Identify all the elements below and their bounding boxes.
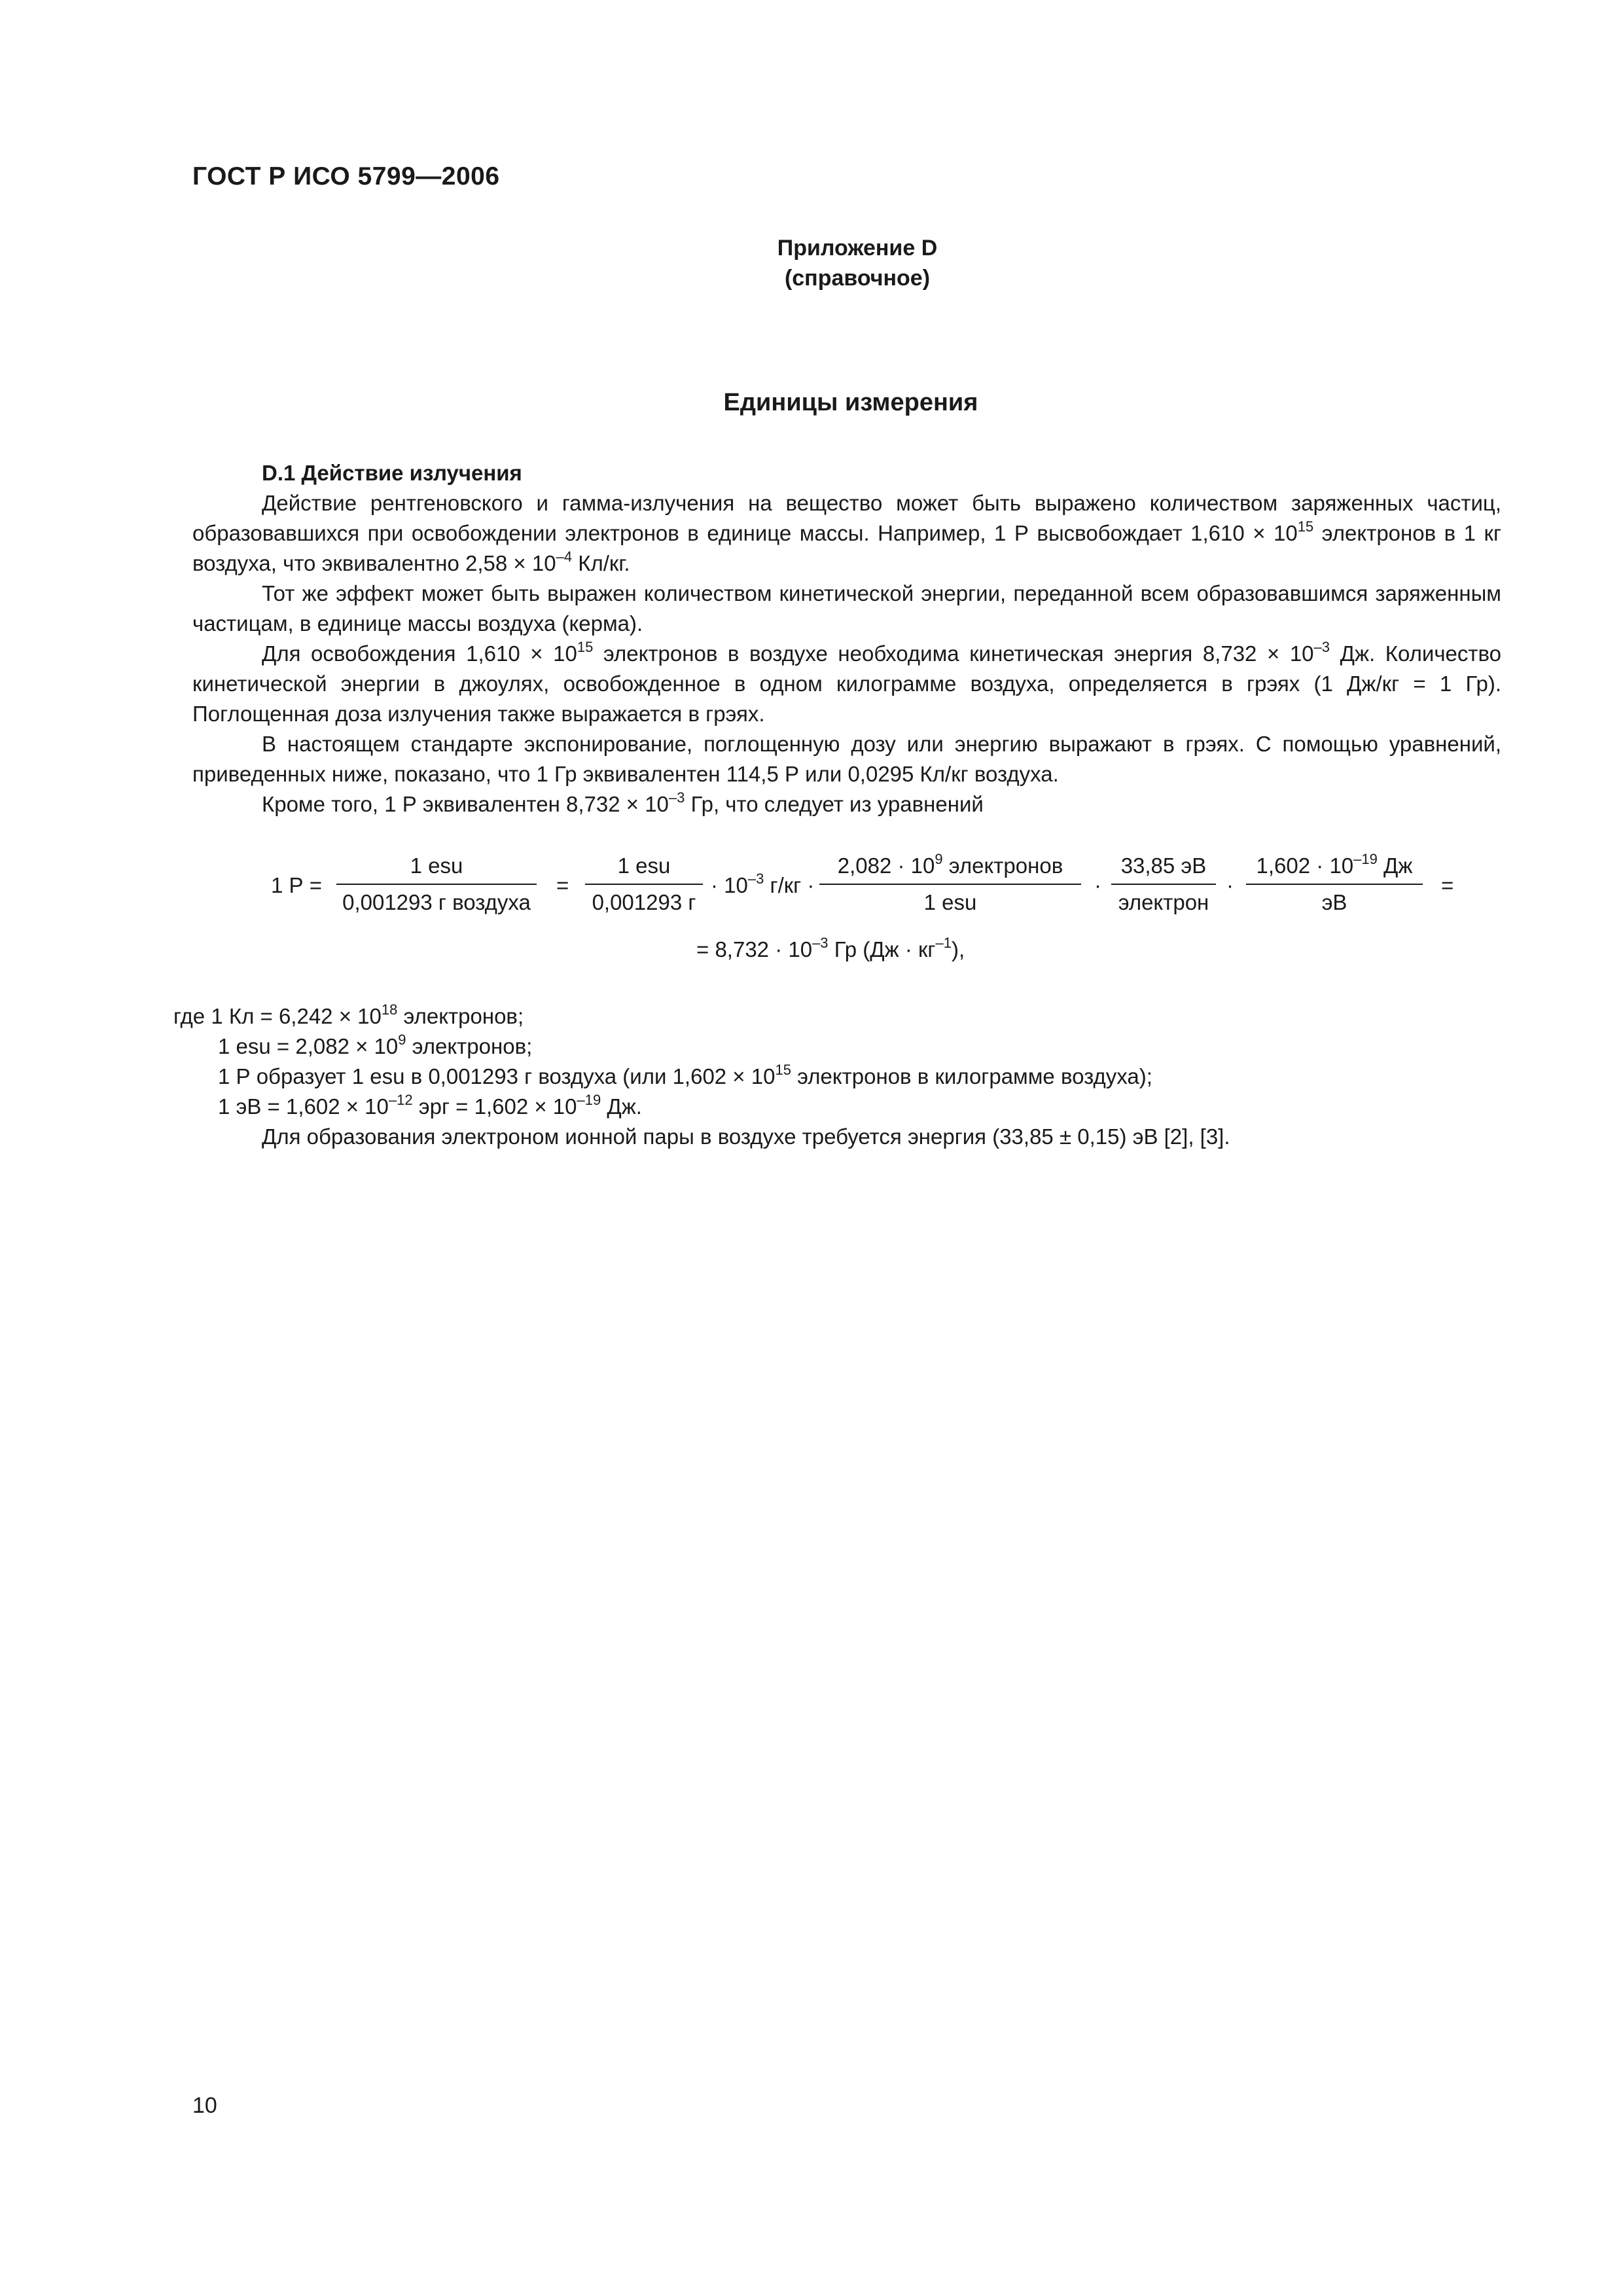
equals-sign-1: = [556, 873, 569, 897]
appendix-status: (справочное) [784, 266, 931, 291]
fraction-4 [1111, 851, 1216, 918]
definition-roentgen: 1 Р образует 1 esu в 0,001293 г воздуха (или $1,602 \times 10^{15}$ электронов в килограмме воздуха); [218, 1062, 1152, 1088]
equation-result: = $8,732 \cdot 10^{-3}$ Гр $(Дж \cdot кг^{-1})$, [696, 935, 965, 961]
multiply-dot-2: · [1226, 873, 1234, 897]
paragraph-3: Для освобождения $1,610 \times 10^{15}$ электронов в воздухе необходима кинетическая энергия $8,732 \times 10^{-3}$ Дж. Количество кинетической энергии в джоулях, освобожденное в одном килограмме воздуха, определяется в грэях (1 Дж/кг = 1 Гр). Поглощенная доза излучения также выражается в грэях. [192, 639, 1501, 726]
fraction-3 [819, 851, 1081, 918]
fraction-1-numerator: 1 esu [410, 853, 463, 878]
document-code-header: ГОСТ Р ИСО 5799—2006 [192, 162, 500, 190]
fraction-4-numerator: 33,85 эВ [1120, 853, 1207, 878]
definition-coulomb: где 1 Кл = $6,242 \times 10^{18}$ электронов; [173, 1001, 524, 1028]
equals-sign-2: = [1441, 873, 1454, 897]
fraction-1-bar [336, 884, 537, 885]
definition-electronvolt: 1 эВ = $1,602 \times 10^{-12}$ эрг = $1,602 \times 10^{-19}$ Дж. [218, 1092, 642, 1119]
appendix-title: Приложение D [777, 236, 938, 260]
fraction-1-denominator: 0,001293 г воздуха [342, 890, 531, 914]
equation-lhs: 1 Р = [271, 873, 322, 897]
page-number: 10 [192, 2093, 217, 2118]
definitions-list [173, 1001, 1502, 1152]
fraction-4-denominator: электрон [1118, 890, 1209, 914]
fraction-2-bar [585, 884, 703, 885]
fraction-5 [1246, 851, 1423, 918]
body-text [192, 458, 1501, 819]
definition-esu: 1 esu = $2,082 \times 10^9$ электронов; [218, 1031, 533, 1058]
fraction-3-numerator: $2,082 \cdot 10^9$ электронов [837, 851, 1063, 878]
fraction-5-denominator: эВ [1321, 890, 1347, 914]
paragraph-2: Тот же эффект может быть выражен количеством кинетической энергии, переданной всем образовавшимся заряженным частицам, в единице массы воздуха (керма). [192, 581, 1501, 636]
fraction-2 [585, 851, 703, 918]
fraction-3-denominator: 1 esu [923, 890, 977, 914]
fraction-2-denominator: 0,001293 г [592, 890, 696, 914]
paragraph-4: В настоящем стандарте экспонирование, поглощенную дозу или энергию выражают в грэях. С помощью уравнений, приведенных ниже, показано, что 1 Гр эквивалентен 114,5 Р или 0,0295 Кл/кг воздуха. [192, 732, 1501, 786]
section-title: Единицы измерения [723, 389, 978, 416]
paragraph-5: Кроме того, 1 Р эквивалентен $8,732 \times 10^{-3}$ Гр, что следует из уравнений [262, 789, 984, 816]
equation-row [192, 851, 1501, 923]
fraction-3-bar [819, 884, 1081, 885]
conversion-factor: · $10^{-3}$ г/кг · [711, 870, 815, 897]
appendix-heading [674, 233, 1041, 293]
fraction-2-numerator: 1 esu [617, 853, 671, 878]
subsection-title: D.1 Действие излучения [262, 461, 522, 485]
fraction-1 [336, 851, 537, 918]
paragraph-1: Действие рентгеновского и гамма-излучения на вещество может быть выражено количеством заряженных частиц, образовавшихся при освобождении электронов в единице массы. Например, 1 Р высвобождает $1,610 \times 10^{15}$ электронов в 1 кг воздуха, что эквивалентно $2,58 \times 10^{-4}$ Кл/кг. [192, 491, 1502, 575]
ion-pair-energy-note: Для образования электроном ионной пары в воздухе требуется энергия (33,85 ± 0,15) эВ [2], [3]. [262, 1124, 1230, 1149]
multiply-dot-1: · [1094, 873, 1101, 897]
roentgen-equation [192, 851, 1501, 982]
fraction-5-numerator: $1,602 \cdot 10^{-19}$ Дж [1256, 851, 1413, 878]
fraction-4-bar [1111, 884, 1216, 885]
fraction-5-bar [1246, 884, 1423, 885]
